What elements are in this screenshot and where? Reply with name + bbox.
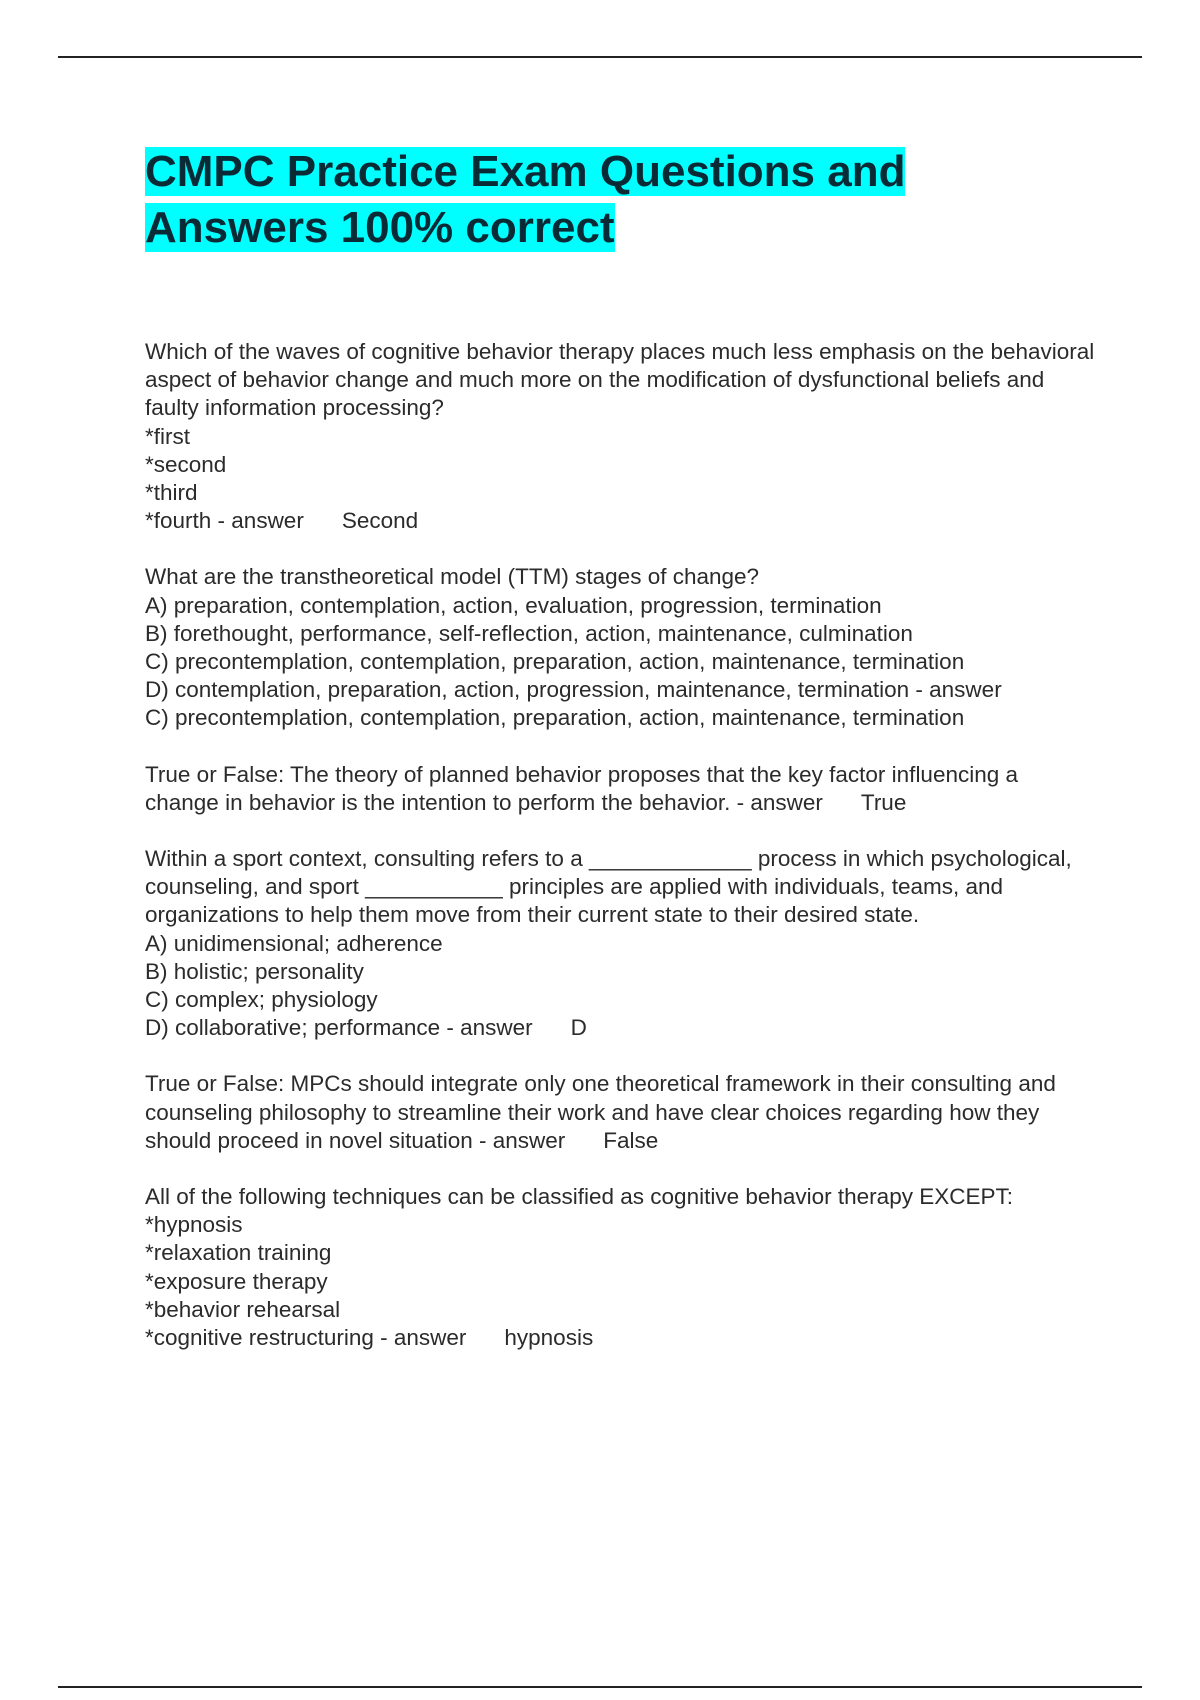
qa-item bbox=[145, 845, 1095, 1042]
option: B) holistic; personality bbox=[145, 958, 364, 984]
question-text: All of the following techniques can be classified as cognitive behavior therapy EXCEPT: bbox=[145, 1184, 1013, 1210]
option: C) complex; physiology bbox=[145, 987, 378, 1013]
answer-line bbox=[145, 1014, 1095, 1042]
answer-value: C) precontemplation, contemplation, preparation, action, maintenance, termination bbox=[145, 705, 965, 731]
qa-item bbox=[145, 563, 1095, 732]
question-text: Which of the waves of cognitive behavior therapy places much less emphasis on the behavioral aspect of behavior change and much more on the modification of dysfunctional beliefs and faulty information processing? bbox=[145, 339, 1095, 421]
qa-item bbox=[145, 338, 1095, 535]
option: *behavior rehearsal bbox=[145, 1296, 341, 1322]
option: *first bbox=[145, 423, 190, 449]
option: A) unidimensional; adherence bbox=[145, 930, 443, 956]
option: *exposure therapy bbox=[145, 1268, 328, 1294]
option: *hypnosis bbox=[145, 1212, 243, 1238]
qa-list bbox=[145, 338, 1095, 1380]
title-line-1: CMPC Practice Exam Questions and bbox=[145, 147, 906, 196]
answer-value: True bbox=[860, 789, 907, 815]
qa-item bbox=[145, 761, 1095, 817]
answer-value: D bbox=[570, 1015, 587, 1041]
answer-line bbox=[145, 1324, 1095, 1352]
option: C) precontemplation, contemplation, preparation, action, maintenance, termination bbox=[145, 649, 965, 675]
question-text: True or False: The theory of planned behavior proposes that the key factor influencing a change in behavior is the intention to perform the behavior. - answer bbox=[145, 761, 1019, 815]
option: *relaxation training bbox=[145, 1240, 332, 1266]
qa-item bbox=[145, 1183, 1095, 1352]
top-rule bbox=[58, 56, 1142, 58]
answer-value: False bbox=[603, 1127, 659, 1153]
question-text: Within a sport context, consulting refers to a _____________ process in which psychological, counseling, and sport ___________ principles are applied with individuals, teams, and organizations to help them move from their current state to their desired state. bbox=[145, 846, 1072, 928]
option: *second bbox=[145, 451, 227, 477]
bottom-rule bbox=[58, 1686, 1142, 1688]
answer-label: D) contemplation, preparation, action, progression, maintenance, termination - answer bbox=[145, 677, 1002, 703]
page-title bbox=[145, 144, 1045, 256]
question-text: True or False: MPCs should integrate only one theoretical framework in their consulting and counseling philosophy to streamline their work and have clear choices regarding how they should proceed in novel situation - answer bbox=[145, 1071, 1056, 1153]
answer-label: D) collaborative; performance - answer bbox=[145, 1015, 533, 1041]
question-answer-line bbox=[145, 1070, 1095, 1155]
answer-value: Second bbox=[341, 508, 419, 534]
option: A) preparation, contemplation, action, evaluation, progression, termination bbox=[145, 592, 882, 618]
qa-item bbox=[145, 1070, 1095, 1155]
title-line-2: Answers 100% correct bbox=[145, 203, 615, 252]
answer-label: *fourth - answer bbox=[145, 508, 304, 534]
answer-label: *cognitive restructuring - answer bbox=[145, 1325, 467, 1351]
question-answer-line bbox=[145, 761, 1095, 817]
option: B) forethought, performance, self-reflection, action, maintenance, culmination bbox=[145, 620, 913, 646]
answer-value: hypnosis bbox=[504, 1325, 594, 1351]
option: *third bbox=[145, 480, 198, 506]
answer-line bbox=[145, 507, 1095, 535]
question-text: What are the transtheoretical model (TTM) stages of change? bbox=[145, 564, 760, 590]
